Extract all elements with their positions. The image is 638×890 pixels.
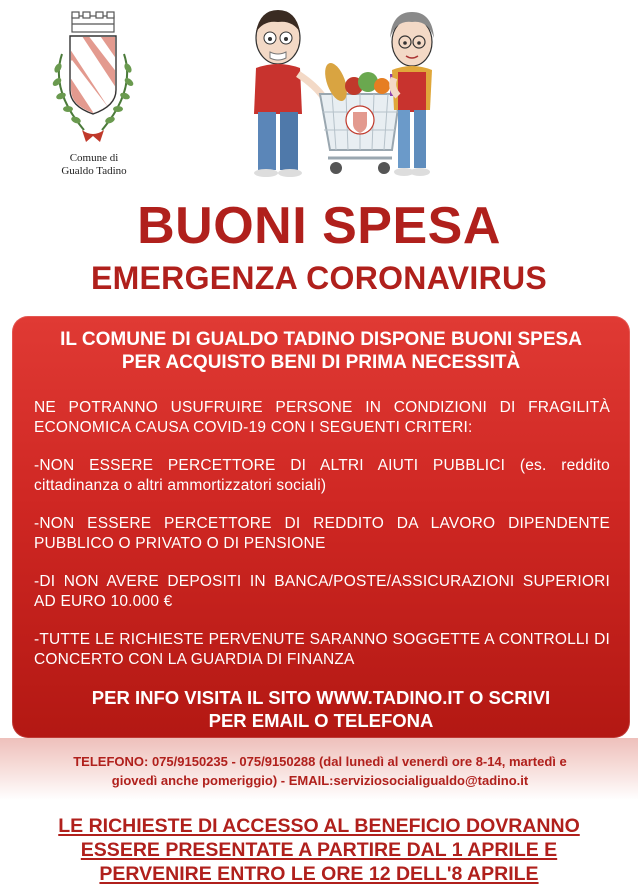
page-subtitle: EMERGENZA CORONAVIRUS [90, 260, 548, 296]
notice-box [12, 316, 630, 738]
shopping-cart-icon [232, 2, 452, 182]
info-text [12, 686, 630, 732]
notice-heading [12, 328, 630, 374]
contact-info [14, 752, 626, 790]
info-line1: PER INFO VISITA IL SITO WWW.TADINO.IT O SCRIVI [91, 687, 551, 708]
notice-heading-line1: IL COMUNE DI GUALDO TADINO DISPONE BUONI SPESA [60, 329, 582, 350]
contact-band [0, 738, 638, 800]
criterion-deposit-limit: -DI NON AVERE DEPOSITI IN BANCA/POSTE/ASSICURAZIONI SUPERIORI AD EURO 10.000 € [34, 573, 610, 610]
contact-line1: TELEFONO: 075/9150235 - 075/9150288 (dal lunedì al venerdì ore 8-14, martedì e [73, 754, 567, 769]
criterion-no-public-aid: -NON ESSERE PERCETTORE DI ALTRI AIUTI PUBBLICI (es. reddito cittadinanza o altri ammortizzatori sociali) [34, 457, 610, 494]
cart-body-icon [320, 60, 400, 174]
crest-caption [40, 152, 148, 178]
page-title: BUONI SPESA [137, 197, 501, 255]
notice-heading-line2: PER ACQUISTO BENI DI PRIMA NECESSITÀ [121, 352, 521, 373]
criterion-no-employment-income: -NON ESSERE PERCETTORE DI REDDITO DA LAVORO DIPENDENTE PUBBLICO O PRIVATO O DI PENSIONE [34, 515, 610, 552]
crest-caption-line1: Comune di [69, 152, 119, 164]
criterion-finance-controls: -TUTTE LE RICHIESTE PERVENUTE SARANNO SOGGETTE A CONTROLLI DI CONCERTO CON LA GUARDIA DI FINANZA [34, 631, 610, 668]
deadline-line2: ESSERE PRESENTATE A PARTIRE DAL 1 APRILE E [80, 839, 558, 861]
info-line2: PER EMAIL O TELEFONA [208, 710, 434, 731]
deadline-line3: PERVENIRE ENTRO LE ORE 12 DELL'8 APRILE [99, 863, 539, 885]
woman-figure-icon [390, 12, 434, 176]
crest-shield-icon [44, 10, 142, 155]
crest-caption-line2: Gualdo Tadino [61, 165, 127, 177]
man-figure-icon [254, 10, 324, 177]
contact-line2: giovedì anche pomeriggio) - EMAIL:serviziosocialigualdo@tadino.it [111, 773, 529, 788]
shopping-cart-people-illustration [232, 2, 452, 182]
eligibility-intro: NE POTRANNO USUFRUIRE PERSONE IN CONDIZIONI DI FRAGILITÀ ECONOMICA CAUSA COVID-19 CON I SEGUENTI CRITERI: [34, 399, 610, 436]
deadline-line1: LE RICHIESTE DI ACCESSO AL BENEFICIO DOVRANNO [58, 815, 580, 837]
deadline-notice [0, 814, 638, 886]
